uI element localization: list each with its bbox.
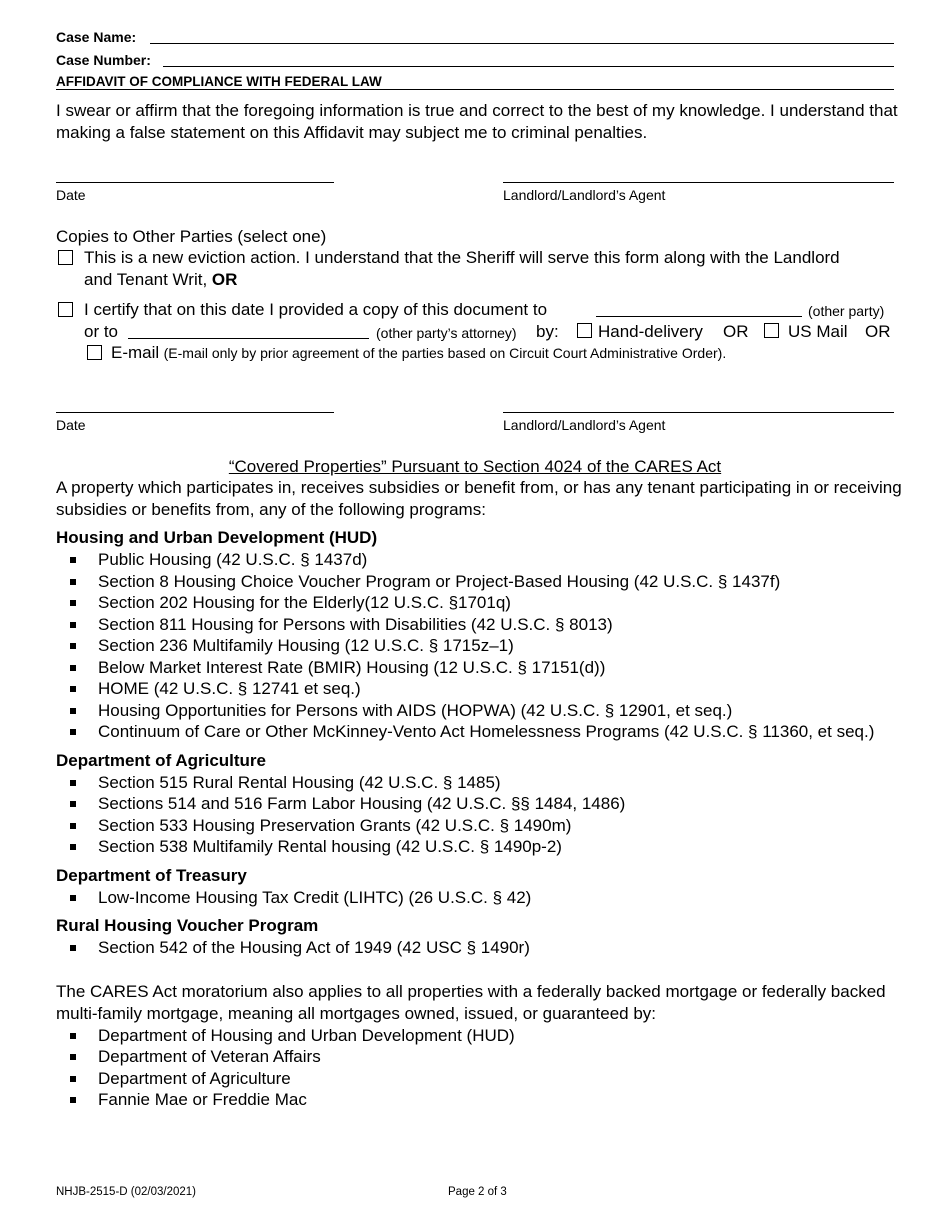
list-item: Section 236 Multifamily Housing (12 U.S.C. § 1715z–1) bbox=[56, 635, 906, 657]
attorney-field[interactable] bbox=[128, 338, 369, 339]
list-item: Section 538 Multifamily Rental housing (42 U.S.C. § 1490p-2) bbox=[56, 836, 906, 858]
option1-label: This is a new eviction action. I understand that the Sheriff will serve this form along with the Landlord and Tenant Writ, bbox=[84, 248, 840, 289]
us-mail-checkbox[interactable] bbox=[764, 323, 779, 338]
list-item: Section 811 Housing for Persons with Disabilities (42 U.S.C. § 8013) bbox=[56, 614, 906, 636]
covered-title: “Covered Properties” Pursuant to Section 4024 of the CARES Act bbox=[228, 457, 722, 476]
list-item: Fannie Mae or Freddie Mac bbox=[56, 1089, 906, 1111]
list-item: Housing Opportunities for Persons with AIDS (HOPWA) (42 U.S.C. § 12901, et seq.) bbox=[56, 700, 906, 722]
date-label-1: Date bbox=[56, 187, 86, 203]
list-item: Section 542 of the Housing Act of 1949 (42 USC § 1490r) bbox=[56, 937, 906, 959]
email-note: (E-mail only by prior agreement of the parties based on Circuit Court Administrative Order) bbox=[163, 345, 723, 361]
or-label-2: OR bbox=[865, 322, 891, 341]
agent-label-2: Landlord/Landlord’s Agent bbox=[503, 417, 666, 433]
list-item: Section 533 Housing Preservation Grants (42 U.S.C. § 1490m) bbox=[56, 815, 906, 837]
section-list bbox=[56, 937, 906, 959]
list-item: Department of Veteran Affairs bbox=[56, 1046, 906, 1068]
hand-delivery-checkbox[interactable] bbox=[577, 323, 592, 338]
option2-label: I certify that on this date I provided a copy of this document to bbox=[84, 300, 548, 319]
option1-text bbox=[84, 247, 864, 291]
list-item: Public Housing (42 U.S.C. § 1437d) bbox=[56, 549, 906, 571]
agent-label-1: Landlord/Landlord’s Agent bbox=[503, 187, 666, 203]
option1-or: OR bbox=[211, 270, 238, 289]
programs-list bbox=[56, 527, 906, 1111]
certify-copy-checkbox[interactable] bbox=[58, 302, 73, 317]
list-item: Continuum of Care or Other McKinney-Vento Act Homelessness Programs (42 U.S.C. § 11360, et seq.) bbox=[56, 721, 906, 743]
title-rule bbox=[56, 89, 894, 90]
date-line-1[interactable] bbox=[56, 182, 334, 183]
list-item: Section 202 Housing for the Elderly(12 U.S.C. §1701q) bbox=[56, 592, 906, 614]
by-label: by: bbox=[536, 322, 559, 341]
other-party-label: (other party) bbox=[808, 303, 885, 319]
email-line bbox=[111, 342, 726, 364]
list-item: Department of Housing and Urban Development (HUD) bbox=[56, 1025, 906, 1047]
list-item: Department of Agriculture bbox=[56, 1068, 906, 1090]
form-id: NHJB-2515-D (02/03/2021) bbox=[56, 1186, 196, 1198]
list-item: HOME (42 U.S.C. § 12741 et seq.) bbox=[56, 678, 906, 700]
agent-line-1[interactable] bbox=[503, 182, 894, 183]
email-checkbox[interactable] bbox=[87, 345, 102, 360]
affidavit-title: AFFIDAVIT OF COMPLIANCE WITH FEDERAL LAW bbox=[56, 74, 382, 89]
attorney-label: (other party’s attorney) bbox=[376, 325, 517, 341]
covered-intro: A property which participates in, receives subsidies or benefit from, or has any tenant participating in or receiving subsidies or benefits from, any of the following programs: bbox=[56, 478, 902, 519]
page-number: Page 2 of 3 bbox=[448, 1186, 507, 1198]
list-item: Below Market Interest Rate (BMIR) Housing (12 U.S.C. § 17151(d)) bbox=[56, 657, 906, 679]
case-name-label: Case Name: bbox=[56, 29, 137, 45]
or-label-1: OR bbox=[723, 322, 749, 341]
list-item: Sections 514 and 516 Farm Labor Housing (42 U.S.C. §§ 1484, 1486) bbox=[56, 793, 906, 815]
other-party-field[interactable] bbox=[596, 316, 802, 317]
list-item: Low-Income Housing Tax Credit (LIHTC) (26 U.S.C. § 42) bbox=[56, 887, 906, 909]
option2-line1 bbox=[84, 299, 547, 321]
us-mail-label: US Mail bbox=[788, 322, 848, 341]
section-heading: Housing and Urban Development (HUD) bbox=[56, 528, 378, 547]
list-item: Section 515 Rural Rental Housing (42 U.S.C. § 1485) bbox=[56, 772, 906, 794]
case-number-label: Case Number: bbox=[56, 52, 151, 68]
section-heading: Department of Agriculture bbox=[56, 750, 267, 770]
section-heading: Rural Housing Voucher Program bbox=[56, 916, 319, 935]
case-number-field[interactable] bbox=[163, 66, 894, 67]
section-list bbox=[56, 887, 906, 909]
case-name-field[interactable] bbox=[150, 43, 894, 44]
mortgage-intro: The CARES Act moratorium also applies to all properties with a federally backed mortgage or federally backed multi-family mortgage, meaning all mortgages owned, issued, or guaranteed by: bbox=[56, 981, 886, 1023]
copies-heading: Copies to Other Parties (select one) bbox=[56, 227, 327, 246]
date-label-2: Date bbox=[56, 417, 86, 433]
new-eviction-checkbox[interactable] bbox=[58, 250, 73, 265]
email-label: E-mail bbox=[111, 343, 160, 362]
section-list bbox=[56, 549, 906, 743]
mortgage-list bbox=[56, 1025, 906, 1111]
email-period: . bbox=[722, 345, 727, 361]
hand-delivery-label: Hand-delivery bbox=[598, 322, 703, 341]
date-line-2[interactable] bbox=[56, 412, 334, 413]
section-heading: Department of Treasury bbox=[56, 865, 247, 885]
section-list bbox=[56, 772, 906, 858]
oath-text: I swear or affirm that the foregoing information is true and correct to the best of my knowledge. I understand that making a false statement on this Affidavit may subject me to criminal penalties. bbox=[56, 101, 898, 142]
or-to-label: or to bbox=[84, 322, 119, 341]
list-item: Section 8 Housing Choice Voucher Program or Project-Based Housing (42 U.S.C. § 1437f) bbox=[56, 571, 906, 593]
agent-line-2[interactable] bbox=[503, 412, 894, 413]
covered-title-wrap bbox=[0, 456, 950, 478]
